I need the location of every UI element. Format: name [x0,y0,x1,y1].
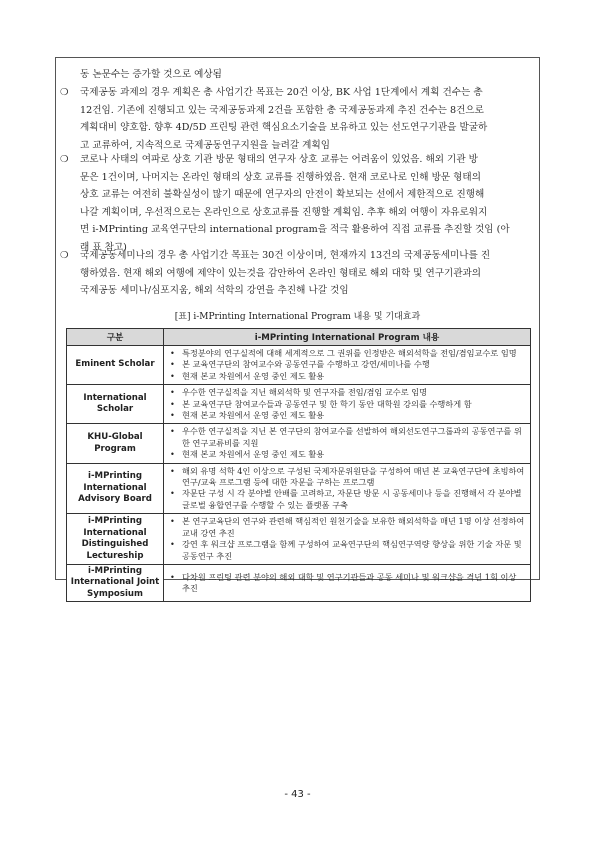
row-category: i-MPrinting International Distinguished Lectureship [67,514,164,565]
text-line: 면 i-MPrinting 교육연구단의 international program을 적극 활용하여 직접 교류를 추진할 것임 (아 [80,224,510,236]
table-row [67,463,531,514]
list-item: • 자문단 구성 시 각 분야별 안배를 고려하고, 자문단 방문 시 공동세미나 등을 진행해서 각 분야별 글로벌 융합연구를 수행할 수 있는 플랫폼 구축 [170,488,526,511]
text-line: 래 표 참고) [80,241,127,253]
paragraph-joint-seminar [60,247,532,300]
table-row [67,564,531,602]
table-row [67,346,531,385]
circle-bullet-icon: ❍ [60,87,69,98]
text-line: 국제공동 과제의 경우 계획은 총 사업기간 목표는 20건 이상, BK 사업 1단계에서 계획 건수는 총 [80,87,483,98]
text-line: 국제공동 세미나/심포지움, 해외 석학의 강연을 추진해 나갈 것임 [80,285,349,297]
row-category: Eminent Scholar [67,346,164,385]
table-row [67,514,531,565]
list-item: • 강연 후 워크샵 프로그램을 함께 구성하여 교육연구단의 핵심연구역량 향상을 위한 기술 자문 및 공동연구 추진 [170,539,526,562]
paragraph-joint-research [60,84,532,154]
table-header-row [67,329,531,346]
list-item: • 본 연구교육단의 연구와 관련해 핵심적인 원천기술을 보유한 해외석학을 매년 1명 이상 선정하여 교내 강연 추진 [170,516,526,539]
table-row [67,385,531,424]
row-category: International Scholar [67,385,164,424]
list-item: • 해외 유명 석학 4인 이상으로 구성된 국제자문위원단을 구성하여 매년 본 교육연구단에 초빙하여 연구/교육 프로그램 등에 대한 자문을 구하는 프로그램 [170,466,526,489]
row-category: i-MPrinting International Joint Symposium [67,564,164,602]
list-item: • 현재 본교 차원에서 운영 중인 제도 활용 [170,371,526,382]
list-item: • 다차원 프린팅 관련 분야의 해외 대학 및 연구기관들과 공동 세미나 및 워크샵을 격년 1회 이상 추진 [170,572,526,595]
list-item: • 본 교육연구단 참여교수들과 공동연구 및 한 학기 동안 대학원 강의를 수행하게 함 [170,399,526,410]
header-category: 구분 [67,329,164,346]
text-line: 12건임. 기존에 진행되고 있는 국제공동과제 2건을 포함한 총 국제공동과제 추진 건수는 8건으로 [80,104,484,116]
text-line: 계획대비 양호함. 향후 4D/5D 프린팅 관련 핵심요소기술을 보유하고 있는 선도연구기관을 발굴하 [80,122,488,134]
circle-bullet-icon: ❍ [60,154,69,165]
table-caption: [표] i-MPrinting International Program 내용 및 기대효과 [174,312,421,322]
text-line: 동 논문수는 증가할 것으로 예상됨 [80,69,222,80]
list-item: • 우수한 연구실적을 지닌 본 연구단의 참여교수를 선발하여 해외선도연구그룹과의 공동연구를 위한 연구교류비를 지원 [170,426,526,449]
list-item: • 본 교육연구단의 참여교수와 공동연구를 수행하고 강연/세미나를 수행 [170,359,526,370]
text-line: 상호 교류는 여전히 불확실성이 많기 때문에 연구자의 안전이 확보되는 선에서 제한적으로 진행해 [80,189,485,201]
circle-bullet-icon: ❍ [60,250,69,261]
list-item: • 특정분야의 연구실적에 대해 세계적으로 그 권위를 인정받은 해외석학을 전임/겸임교수로 임명 [170,348,526,359]
paragraph-continuation [80,66,546,84]
text-line: 행하였음. 현재 해외 여행에 제약이 있는것을 감안하여 온라인 형태로 해외 대학 및 연구기관과의 [80,267,482,279]
header-program-content: i-MPrinting International Program 내용 [164,329,531,346]
list-item: • 현재 본교 차원에서 운영 중인 제도 활용 [170,449,526,460]
international-program-table [66,328,531,602]
list-item: • 우수한 연구실적을 지닌 해외석학 및 연구자를 전임/겸임 교수로 임명 [170,387,526,398]
row-category: KHU-Global Program [67,424,164,463]
page-number: - 43 - [284,789,311,800]
text-line: 코로나 사태의 여파로 상호 기관 방문 형태의 연구자 상호 교류는 어려움이 있었음. 해외 기관 방 [80,154,478,165]
text-line: 고 교류하여, 지속적으로 국제공동연구지원을 늘려갈 계획임 [80,139,330,151]
list-item: • 현재 본교 차원에서 운영 중인 제도 활용 [170,410,526,421]
row-category: i-MPrinting International Advisory Board [67,463,164,514]
text-line: 문은 1건이며, 나머지는 온라인 형태의 상호 교류를 진행하였음. 현재 코로나로 인해 방문 형태의 [80,171,481,183]
paragraph-covid-exchange [60,151,532,257]
text-line: 나갈 계획이며, 우선적으로는 온라인으로 상호교류를 진행할 계획임. 추후 해외 여행이 자유로워지 [80,206,488,218]
table-row [67,424,531,463]
text-line: 국제공동세미나의 경우 총 사업기간 목표는 30건 이상이며, 현재까지 13건의 국제공동세미나를 진 [80,250,491,261]
